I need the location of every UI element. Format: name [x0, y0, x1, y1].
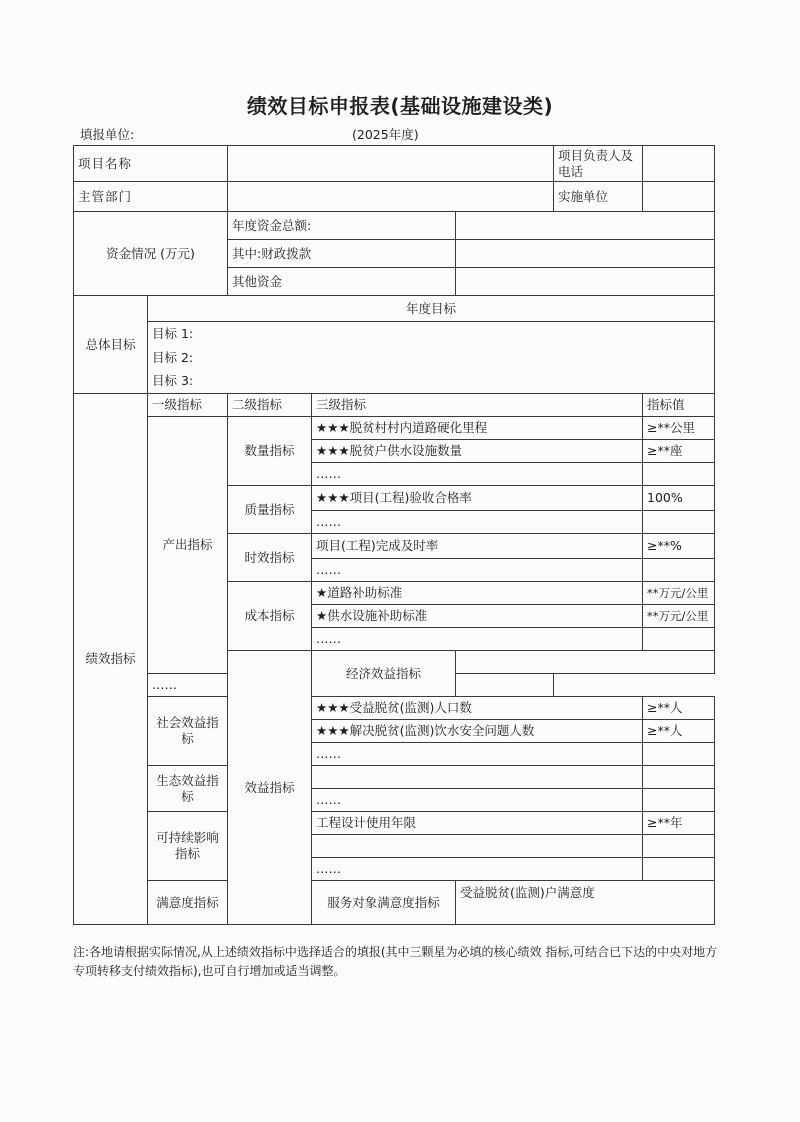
dept-field[interactable] — [228, 182, 554, 212]
col-level3: 三级指标 — [312, 394, 643, 417]
table-row[interactable]: ★道路补助标准 — [312, 582, 643, 605]
service-satisfaction-indicator: 服务对象满意度指标 — [312, 881, 456, 925]
indicator-value[interactable]: **万元/公里 — [643, 582, 715, 605]
table-row[interactable] — [312, 835, 643, 858]
fiscal-label: 其中:财政拨款 — [228, 240, 456, 268]
project-leader-label: 项目负责人及电话 — [554, 146, 643, 182]
table-row[interactable] — [312, 766, 643, 789]
indicator-value[interactable]: ≥**公里 — [643, 417, 715, 440]
indicator-value[interactable]: ≥**人 — [643, 720, 715, 743]
benefit-indicator: 效益指标 — [228, 651, 312, 925]
output-indicator: 产出指标 — [148, 417, 228, 674]
indicator-value[interactable]: ≥**% — [643, 534, 715, 559]
year-label: (2025年度) — [352, 127, 419, 142]
col-level2: 二级指标 — [228, 394, 312, 417]
table-row[interactable]: ★★★解决脱贫(监测)饮水安全问题人数 — [312, 720, 643, 743]
indicator-value[interactable]: ≥**年 — [643, 812, 715, 835]
ellipsis-row[interactable]: …… — [312, 511, 643, 534]
performance-label: 绩效指标 — [74, 394, 148, 925]
table-row[interactable]: 受益脱贫(监测)户满意度 — [456, 881, 715, 925]
social-indicator: 社会效益指标 — [148, 697, 228, 766]
annual-total-label: 年度资金总额: — [228, 212, 456, 240]
impl-unit-label: 实施单位 — [554, 182, 643, 212]
table-row[interactable] — [456, 651, 715, 674]
indicator-value[interactable]: 100% — [643, 486, 715, 511]
performance-form-table — [73, 145, 715, 925]
col-level1: 一级指标 — [148, 394, 228, 417]
ellipsis-row[interactable]: …… — [312, 559, 643, 582]
goal-3[interactable]: 目标 3: — [148, 370, 715, 394]
impl-unit-field[interactable] — [643, 182, 715, 212]
indicator-value[interactable] — [643, 789, 715, 812]
quality-indicator: 质量指标 — [228, 486, 312, 534]
indicator-value[interactable] — [643, 766, 715, 789]
quantity-indicator: 数量指标 — [228, 417, 312, 486]
ellipsis-row[interactable]: …… — [312, 743, 643, 766]
indicator-value[interactable] — [456, 674, 554, 697]
sustain-indicator: 可持续影响指标 — [148, 812, 228, 881]
col-value: 指标值 — [643, 394, 715, 417]
other-funds-field[interactable] — [456, 268, 715, 296]
overall-goal-label: 总体目标 — [74, 296, 148, 394]
table-row[interactable]: ★★★受益脱贫(监测)人口数 — [312, 697, 643, 720]
eco-indicator: 生态效益指标 — [148, 766, 228, 812]
project-name-field[interactable] — [228, 146, 554, 182]
indicator-value[interactable] — [643, 858, 715, 881]
timeliness-indicator: 时效指标 — [228, 534, 312, 582]
annual-total-field[interactable] — [456, 212, 715, 240]
goal-2[interactable]: 目标 2: — [148, 346, 715, 370]
project-name-label: 项目名称 — [74, 146, 228, 182]
table-row[interactable]: ★★★脱贫村村内道路硬化里程 — [312, 417, 643, 440]
goal-1[interactable]: 目标 1: — [148, 322, 715, 346]
ellipsis-row[interactable]: …… — [312, 858, 643, 881]
table-row[interactable]: ★★★项目(工程)验收合格率 — [312, 486, 643, 511]
ellipsis-row[interactable]: …… — [312, 628, 643, 651]
indicator-value[interactable]: ≥**人 — [643, 697, 715, 720]
footnote: 注:各地请根据实际情况,从上述绩效指标中选择适合的填报(其中三颗星为必填的核心绩效 指标,可结合已下达的中央对地方专项转移支付绩效指标),也可自行增加或适当调整。 — [73, 945, 718, 978]
dept-label: 主管部门 — [74, 182, 228, 212]
indicator-value[interactable]: ≥**座 — [643, 440, 715, 463]
indicator-value[interactable] — [643, 835, 715, 858]
indicator-value[interactable] — [643, 463, 715, 486]
ellipsis-row[interactable]: …… — [148, 674, 456, 697]
table-row[interactable]: ★供水设施补助标准 — [312, 605, 643, 628]
form-title: 绩效目标申报表(基础设施建设类) — [246, 94, 554, 118]
fiscal-field[interactable] — [456, 240, 715, 268]
annual-goal-header: 年度目标 — [148, 296, 715, 322]
ellipsis-row[interactable]: …… — [312, 789, 643, 812]
indicator-value[interactable] — [643, 628, 715, 651]
funds-label: 资金情况 (万元) — [74, 212, 228, 296]
indicator-value[interactable] — [643, 511, 715, 534]
fill-unit-label: 填报单位: — [80, 127, 135, 142]
satisfaction-indicator: 满意度指标 — [148, 881, 228, 925]
table-row[interactable]: 项目(工程)完成及时率 — [312, 534, 643, 559]
project-leader-field[interactable] — [643, 146, 715, 182]
table-row[interactable]: 工程设计使用年限 — [312, 812, 643, 835]
indicator-value[interactable]: **万元/公里 — [643, 605, 715, 628]
economic-indicator: 经济效益指标 — [312, 651, 456, 697]
indicator-value[interactable] — [643, 743, 715, 766]
ellipsis-row[interactable]: …… — [312, 463, 643, 486]
indicator-value[interactable] — [643, 559, 715, 582]
cost-indicator: 成本指标 — [228, 582, 312, 651]
other-funds-label: 其他资金 — [228, 268, 456, 296]
table-row[interactable]: ★★★脱贫户供水设施数量 — [312, 440, 643, 463]
